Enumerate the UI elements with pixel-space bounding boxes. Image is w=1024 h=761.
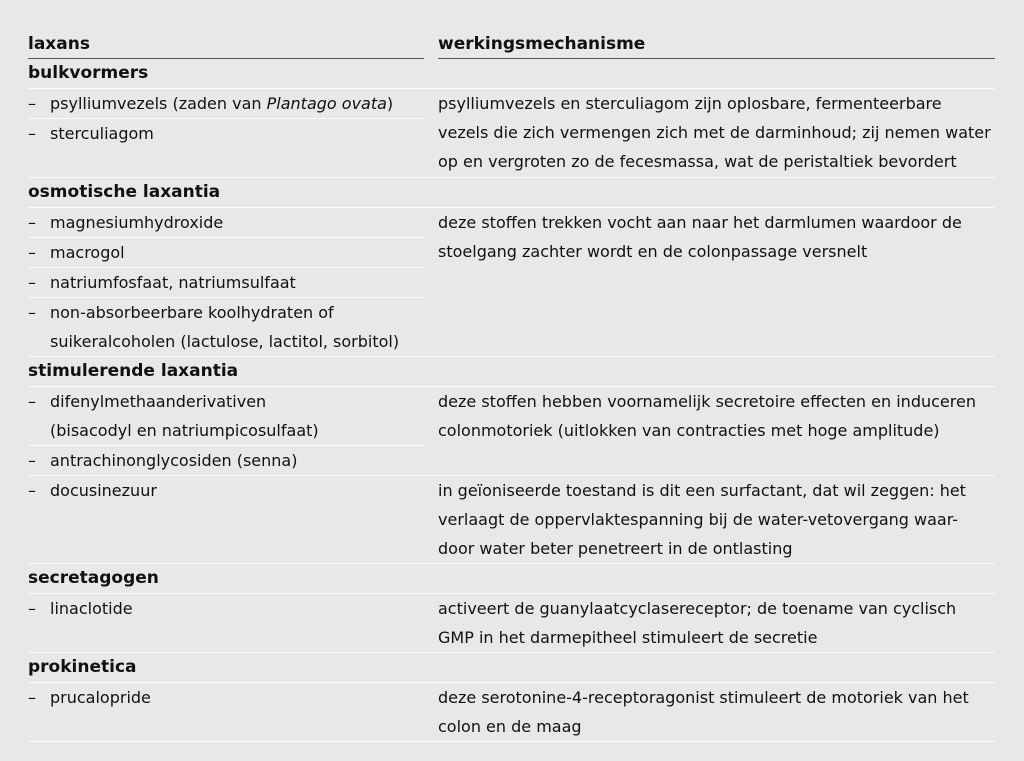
header-mechanism: werkingsmechanisme: [438, 31, 995, 59]
category-title: osmotische laxantia: [28, 178, 424, 208]
mechanism-cell: activeert de guanylaatcyclasereceptor; de toename van cyclisch GMP in het darmepitheel stimuleert de secretie: [438, 599, 957, 647]
list-item: – prucalopride: [28, 688, 151, 707]
list-item: – docusinezuur: [28, 481, 157, 500]
laxatives-table: [28, 31, 995, 742]
group-block: [28, 208, 995, 356]
list-item: – macrogol: [28, 238, 424, 268]
list-item: – linaclotide: [28, 599, 133, 618]
category-title: prokinetica: [28, 653, 424, 683]
list-item: – magnesiumhydroxide: [28, 208, 424, 238]
category-row: [28, 652, 995, 683]
list-item: – natriumfosfaat, natriumsulfaat: [28, 268, 424, 298]
header-laxans: laxans: [28, 31, 424, 59]
list-item: – psylliumvezels (zaden van Plantago ovata): [28, 89, 424, 119]
category-row: [28, 563, 995, 594]
category-title: bulkvormers: [28, 59, 424, 89]
category-row: [28, 177, 995, 208]
list-item: – antrachinonglycosiden (senna): [28, 451, 298, 470]
mechanism-cell: deze serotonine-4-receptoragonist stimuleert de motoriek van het colon en de maag: [438, 688, 969, 736]
category-title: secretagogen: [28, 564, 424, 594]
list-item: – difenylmethaanderivativen (bisacodyl en natriumpicosulfaat): [28, 387, 424, 446]
table-header: [28, 31, 995, 59]
list-item: – non-absorbeerbare koolhydraten of suikeralcoholen (lactulose, lactitol, sorbitol): [28, 303, 400, 351]
group-block: [28, 89, 995, 177]
mechanism-cell: deze stoffen trekken vocht aan naar het darmlumen waardoor de stoelgang zachter wordt en de colonpassage versnelt: [438, 213, 962, 261]
group-block: [28, 387, 995, 475]
group-block: [28, 475, 995, 563]
mechanism-cell: in geïoniseerde toestand is dit een surfactant, dat wil zeggen: het verlaagt de oppervlaktespanning bij de water-vetovergang waar- door water beter penetreert in de ontlasting: [438, 481, 966, 558]
list-item: – sterculiagom: [28, 124, 154, 143]
mechanism-cell: deze stoffen hebben voornamelijk secretoire effecten en induceren colonmotoriek (uitlokken van contracties met hoge amplitude): [438, 392, 976, 440]
category-title: stimulerende laxantia: [28, 357, 424, 387]
group-block: [28, 683, 995, 742]
category-row: [28, 59, 995, 89]
category-row: [28, 356, 995, 387]
group-block: [28, 594, 995, 652]
mechanism-cell: psylliumvezels en sterculiagom zijn oplosbare, fermenteerbare vezels die zich vermengen zich met de darminhoud; zij nemen water op en vergroten zo de fecesmassa, wat de peristaltiek bevordert: [438, 94, 991, 171]
